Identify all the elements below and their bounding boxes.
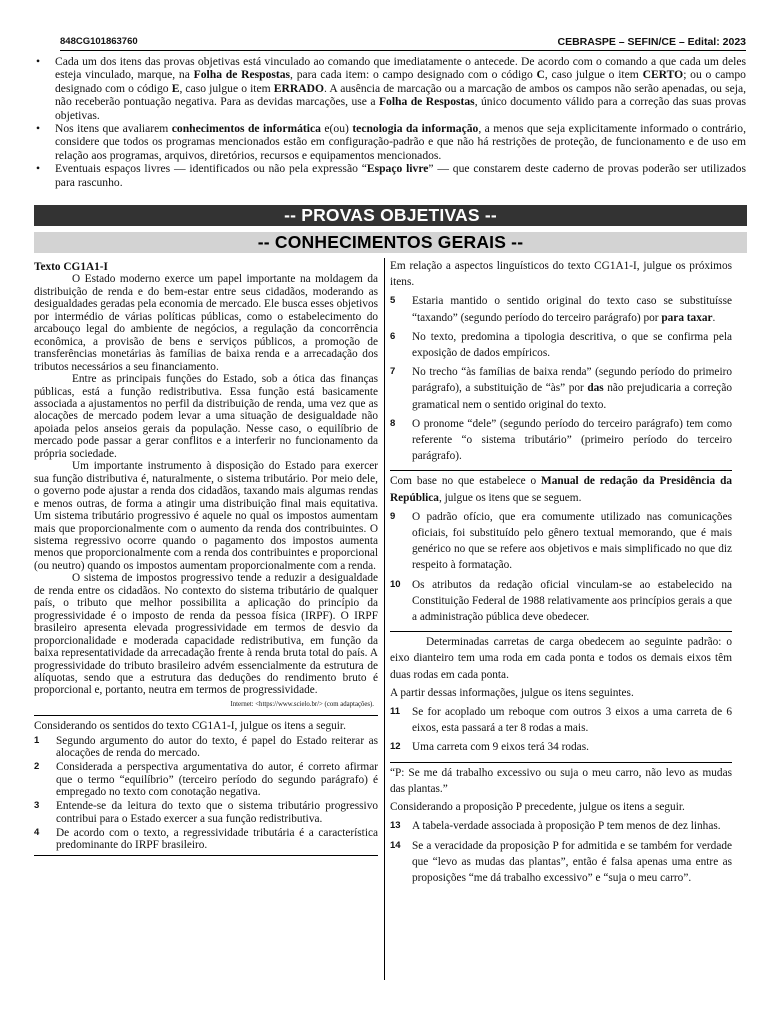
question-text-tail: não prejudicaria a correção gramatical nem o sentido original do texto. xyxy=(412,382,732,411)
text-run: , caso julgue o item xyxy=(179,81,274,95)
page-header xyxy=(60,36,746,51)
question-number: 7 xyxy=(390,366,396,378)
lead-text: Com base no que estabelece o xyxy=(390,475,542,488)
question-item xyxy=(34,735,378,760)
text-title: Texto CG1A1-I xyxy=(34,261,108,273)
question-item xyxy=(390,416,732,465)
divider xyxy=(390,631,732,632)
text-run: , a menos que seja explicitamente informado o contrário, considere que todos os programas mencionados estão em configuração-padrão e que não há restrições de proteção, de funcionamento e de uso em relação aos programas, arquivos, diretórios, recursos e equipamentos mencionados. xyxy=(55,122,746,162)
question-number: 13 xyxy=(390,820,401,832)
question-text: Considerada a perspectiva argumentativa do autor, é correto afirmar que o termo “equilíbrio” (terceiro período do segundo parágrafo) é empregado no texto com conotação negativa. xyxy=(56,761,378,799)
question-context: Determinadas carretas de carga obedecem ao seguinte padrão: o eixo dianteiro tem uma roda em cada ponta e todos os demais eixos têm duas rodas em cada ponta. xyxy=(390,636,732,681)
question-number: 5 xyxy=(390,295,396,307)
text-run: , caso julgue o item xyxy=(544,68,643,82)
text-paragraph: Entre as principais funções do Estado, sob a ótica das finanças públicas, está a função redistributiva. Essa função está basicamente associada a ajustamentos no perfil da distribuição de renda, uma vez que as alocações de mercado podem levar a uma situação de desigualdade não apoiada pelos anseios gerais da população. Nesse caso, o equilíbrio de mercado pode passar a gerar conflitos e a interferir no funcionamento da própria sociedade. xyxy=(34,373,378,460)
lead-text-tail: , julgue os itens que se seguem. xyxy=(438,491,582,504)
question-number: 12 xyxy=(390,741,401,753)
question-item xyxy=(390,509,732,574)
text-run: Cada um dos itens das provas objetivas está vinculado ao comando que imediatamente o antecede. De acordo com o comando a que cada um deles esteja vinculado, marque, na xyxy=(55,55,746,82)
emphasized-text: E xyxy=(171,81,180,95)
manual-title: Manual de redação da Presidência da República xyxy=(390,475,732,504)
question-lead: Em relação a aspectos linguísticos do texto CG1A1-I, julgue os próximos itens. xyxy=(390,260,732,289)
question-number: 1 xyxy=(34,734,40,746)
divider xyxy=(34,855,378,856)
question-text: Estaria mantido o sentido original do texto caso se substituísse “taxando” (segundo período do terceiro parágrafo) por xyxy=(412,295,732,324)
bullet-icon: • xyxy=(36,162,41,176)
main-banner: -- PROVAS OBJETIVAS -- xyxy=(34,205,747,226)
emphasized-text: Folha de Respostas xyxy=(193,68,291,82)
question-item xyxy=(34,761,378,798)
emphasized-text: C xyxy=(536,68,545,82)
question-number: 14 xyxy=(390,839,401,851)
question-number: 8 xyxy=(390,417,396,429)
question-number: 6 xyxy=(390,330,396,342)
text-run: , para cada item: o campo designado com o código xyxy=(290,68,537,82)
emphasized-text: Espaço livre xyxy=(366,162,429,176)
text-run: ; ou o campo designado com o código xyxy=(55,68,746,95)
divider xyxy=(34,715,378,716)
question-number: 11 xyxy=(390,706,401,718)
emphasized-text: CERTO xyxy=(642,68,684,82)
text-run: . A ausência de marcação ou a marcação de ambos os campos não serão apenadas, ou seja, não receberão pontuação negativa. Para as devidas marcações, use a xyxy=(55,81,746,109)
question-number: 2 xyxy=(34,761,40,773)
question-item xyxy=(390,364,732,413)
question-number: 9 xyxy=(390,510,396,522)
question-number: 3 xyxy=(34,800,40,812)
question-item xyxy=(390,838,732,887)
exam-organizer: CEBRASPE – SEFIN/CE – Edital: 2023 xyxy=(557,36,746,48)
text-paragraph: O Estado moderno exerce um papel importante na moldagem da distribuição de renda e do bem-estar entre seus cidadãos, moderando as desigualdades geradas pela economia de mercado. Ele busca esses objetivos por intermédio de várias políticas públicas, como o estabelecimento do arcabouço legal do ambiente de negócios, a regulação da concorrência econômica, a provisão de bens e serviços públicos, a promoção de transferências monetárias às famílias de baixa renda e a arrecadação dos tributos necessários a seu financiamento. xyxy=(34,273,378,373)
question-lead: A partir dessas informações, julgue os itens seguintes. xyxy=(390,686,634,699)
question-text: No texto, predomina a tipologia descritiva, o que se confirma pela exposição de dados empíricos. xyxy=(412,330,732,360)
question-text-tail: . xyxy=(712,311,716,324)
question-item xyxy=(34,827,378,852)
column-divider xyxy=(384,258,385,980)
question-text: O pronome “dele” (segundo período do terceiro parágrafo) tem como referente “o sistema tributário” (primeiro período do terceiro parágrafo). xyxy=(412,417,732,463)
question-item xyxy=(390,293,732,325)
question-lead: Considerando a proposição P precedente, julgue os itens a seguir. xyxy=(390,801,685,814)
question-text: No trecho “às famílias de baixa renda” (segundo período do primeiro parágrafo), a substituição de “às” por xyxy=(412,366,732,395)
question-text: A tabela-verdade associada à proposição P tem menos de dez linhas. xyxy=(412,820,721,833)
question-text: Os atributos da redação oficial vinculam-se ao estabelecido na Constituição Federal de 1988 relativamente aos princípios gerais a que a administração pública deve obedecer. xyxy=(412,578,732,624)
instruction-text xyxy=(55,122,746,162)
right-column xyxy=(390,258,732,886)
instruction-text xyxy=(55,55,746,122)
text-source: Internet: <https://www.scielo.br/> (com adaptações). xyxy=(230,700,374,708)
question-text: Se a veracidade da proposição P for admitida e se também for verdade que “levo as mudas das plantas”, então é falsa apenas uma entre as proposições “me dá trabalho excessivo” e “suja o meu carro”. xyxy=(412,839,732,884)
bullet-icon: • xyxy=(36,55,41,68)
instructions xyxy=(34,55,746,189)
instruction-text xyxy=(55,162,746,188)
question-lead xyxy=(390,473,732,505)
divider xyxy=(390,762,732,763)
emphasized-text: tecnologia da informação xyxy=(352,122,479,136)
emphasized-text: Folha de Respostas xyxy=(378,95,475,109)
text-paragraph: Um importante instrumento à disposição do Estado para exercer sua função distributiva é, naturalmente, o sistema tributário. Por meio dele, o governo pode ajustar a renda dos cidadãos, taxando mais algumas rendas e menos outras, de forma a atingir uma distribuição final mais equitativa. Um sistema tributário progressivo é aquele no qual os impostos aumentam mais que proporcionalmente com o aumento da renda dos contribuintes. O sistema regressivo ocorre quando o pagamento dos impostos aumenta menos que proporcionalmente com a renda dos contribuintes e proporcional (ou neutro) quando os impostos aumentam proporcionalmente com a renda. xyxy=(34,460,378,572)
question-text: Entende-se da leitura do texto que o sistema tributário progressivo contribui para o Estado exercer a sua função redistributiva. xyxy=(56,800,378,825)
text-run: Eventuais espaços livres — identificados ou não pela expressão “ xyxy=(55,162,367,176)
divider xyxy=(390,470,732,471)
question-number: 10 xyxy=(390,578,401,590)
emphasized-text: conhecimentos de informática xyxy=(171,122,321,136)
question-item xyxy=(390,329,732,361)
question-bold-term: para taxar xyxy=(661,311,713,324)
text-run: ” — que constarem deste caderno de provas poderão ser utilizados para rascunho. xyxy=(55,162,746,189)
question-item xyxy=(390,739,732,755)
question-lead: Considerando os sentidos do texto CG1A1-I, julgue os itens a seguir. xyxy=(34,719,346,732)
section-banner: -- CONHECIMENTOS GERAIS -- xyxy=(34,232,747,253)
text-paragraph: O sistema de impostos progressivo tende a reduzir a desigualdade de renda entre os cidadãos. No contexto do sistema tributário de qualquer país, o tributo que melhor possibilita a aplicação do princípio da progressividade é o imposto de renda da pessoa física (IRPF). O IRPF brasileiro apresenta elevada progressividade em termos de desvio da proporcionalidade e moderada capacidade redistributiva, em função da baixa representatividade da arrecadação frente à renda bruta total do país. A progressividade do tributo brasileiro advém essencialmente da estrutura de alíquotas, sendo que a estrutura das deduções do rendimento bruto é proporcional e, portanto, neutra em termos de progressividade. xyxy=(34,572,378,697)
question-number: 4 xyxy=(34,826,40,838)
text-run: , único documento válido para a correção das suas provas objetivas. xyxy=(55,95,746,122)
text-run: Nos itens que avaliarem xyxy=(55,122,172,136)
emphasized-text: ERRADO xyxy=(273,81,325,95)
question-item xyxy=(390,818,732,834)
question-item xyxy=(390,704,732,736)
question-context: “P: Se me dá trabalho excessivo ou suja o meu carro, não levo as mudas das plantas.” xyxy=(390,766,732,795)
question-bold-term: das xyxy=(587,382,604,395)
question-text: De acordo com o texto, a regressividade tributária é a característica predominante do IRPF brasileiro. xyxy=(56,826,378,852)
question-text: O padrão ofício, que era comumente utilizado nas comunicações oficiais, foi substituído pelo gênero textual memorando, que é mais genérico no que se refere aos objetivos e mais simplificado no que diz respeito à formatação. xyxy=(412,510,732,572)
instruction-item xyxy=(34,55,746,122)
booklet-code: 848CG101863760 xyxy=(60,36,138,47)
question-item xyxy=(390,577,732,626)
left-column xyxy=(34,258,378,856)
instruction-item xyxy=(34,122,746,162)
question-text: Uma carreta com 9 eixos terá 34 rodas. xyxy=(412,741,589,754)
question-item xyxy=(34,800,378,825)
instruction-item xyxy=(34,162,746,189)
text-run: e(ou) xyxy=(320,122,353,136)
bullet-icon: • xyxy=(36,122,41,136)
question-text: Segundo argumento do autor do texto, é papel do Estado reiterar as alocações de renda do mercado. xyxy=(56,734,378,760)
question-text: Se for acoplado um reboque com outros 3 eixos a uma carreta de 6 eixos, esta passará a ter 8 rodas a mais. xyxy=(412,706,732,735)
reading-text xyxy=(34,258,378,709)
